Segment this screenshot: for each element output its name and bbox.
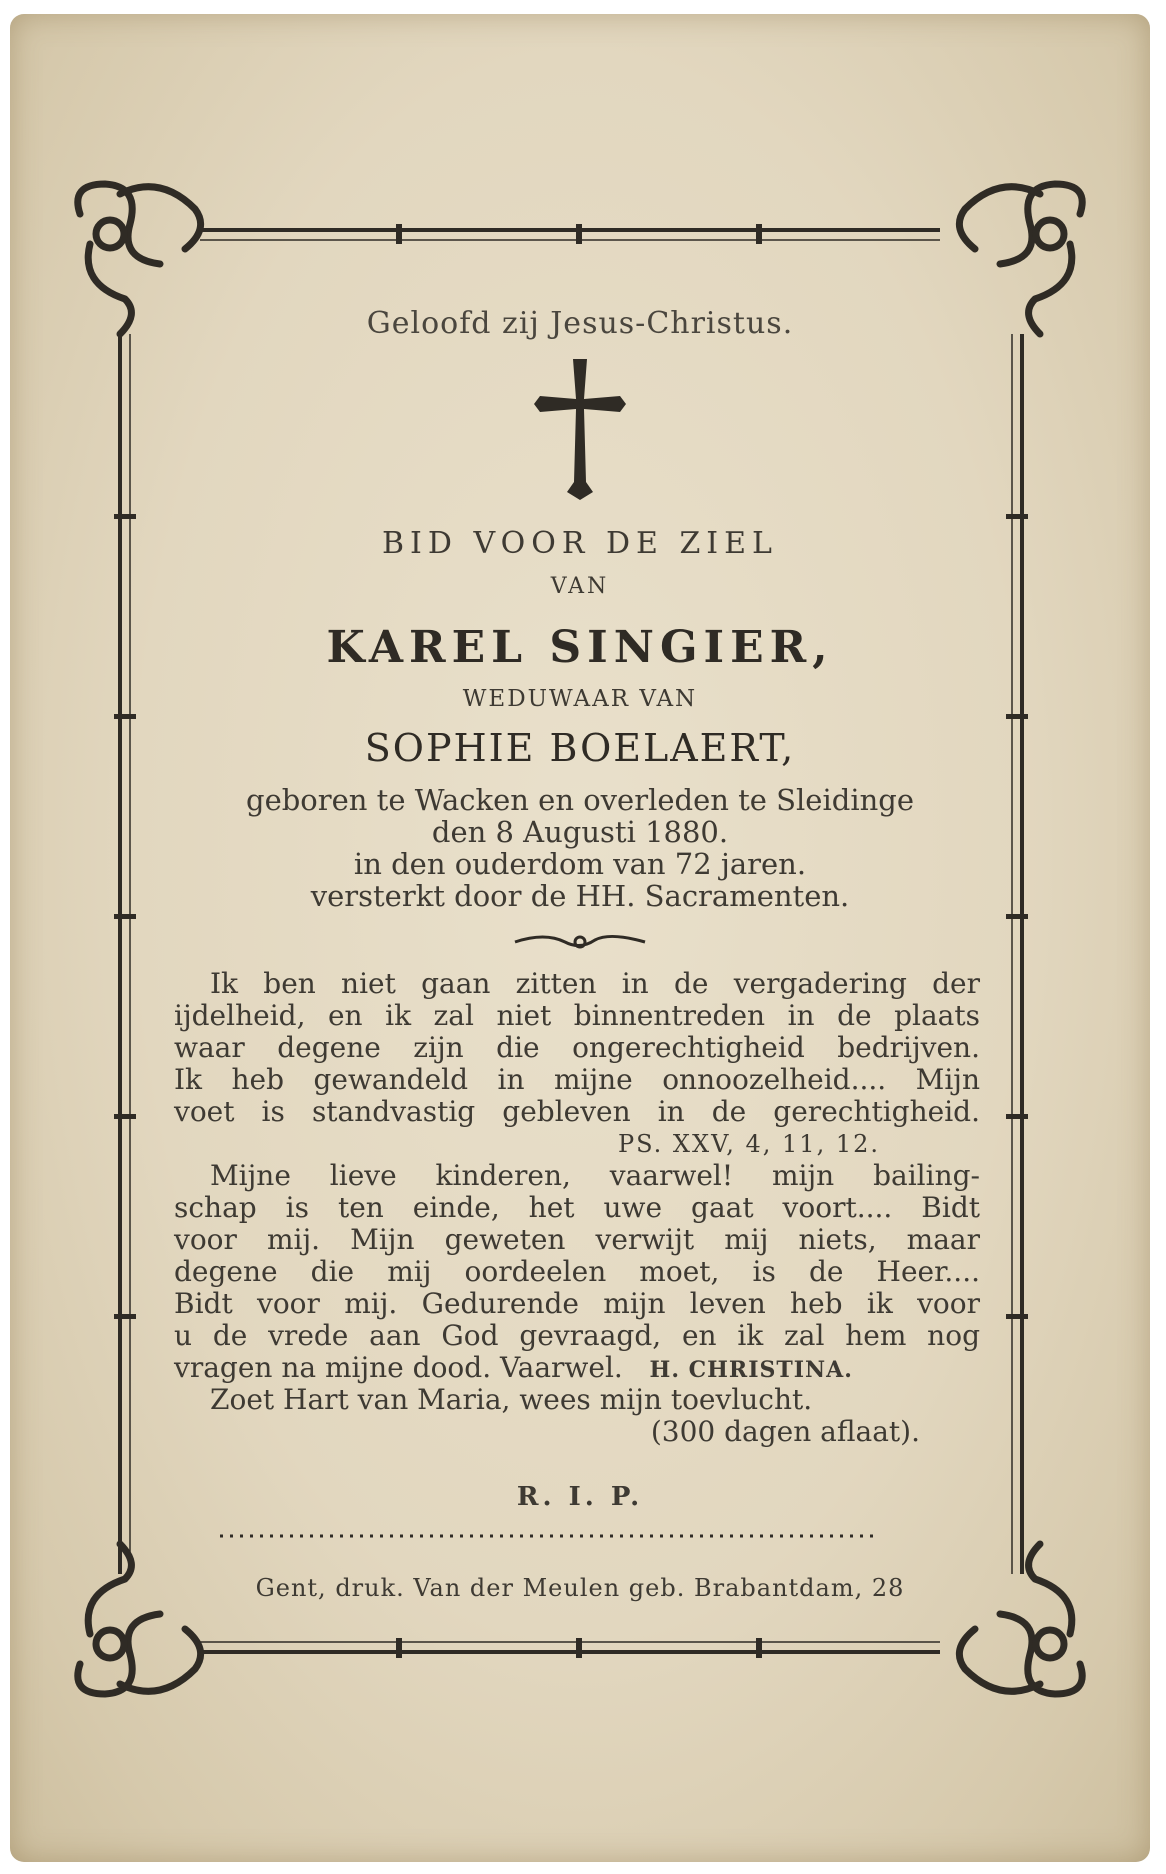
corner-ornament-bottom-left xyxy=(78,1544,201,1694)
flourish-divider xyxy=(515,936,645,947)
printer-credit: Gent, druk. Van der Meulen geb. Brabantdam, 28 xyxy=(255,1574,905,1602)
header-blessing: Geloofd zij Jesus-Christus. xyxy=(366,306,794,341)
farewell-line: Bidt voor mij. Gedurende mijn leven heb ik voor xyxy=(174,1287,980,1320)
indulgence-note: (300 dagen aflaat). xyxy=(650,1415,920,1448)
deceased-name: KAREL SINGIER, xyxy=(326,622,834,673)
verse-line: Ik heb gewandeld in mijne onnoozelheid.... Mijn xyxy=(174,1063,980,1096)
relation-label: WEDUWAAR VAN xyxy=(462,686,698,712)
memorial-card xyxy=(10,14,1150,1862)
farewell-line: Mijne lieve kinderen, vaarwel! mijn bailing- xyxy=(210,1159,980,1192)
verse-line: ijdelheid, en ik zal niet binnentreden in de plaats xyxy=(174,999,980,1032)
of-label: VAN xyxy=(550,574,610,599)
bio-line: in den ouderdom van 72 jaren. xyxy=(353,847,807,881)
farewell-line: u de vrede aan God gevraagd, en ik zal hem nog xyxy=(174,1319,980,1352)
biography xyxy=(10,784,1150,912)
farewell-last-line xyxy=(174,1352,980,1384)
bio-line: versterkt door de HH. Sacramenten. xyxy=(310,879,850,913)
bio-line: den 8 Augusti 1880. xyxy=(431,815,729,849)
farewell-line: voor mij. Mijn geweten verwijt mij niets, maar xyxy=(174,1223,980,1256)
verse-block xyxy=(174,968,980,1448)
bio-line: geboren te Wacken en overleden te Sleidinge xyxy=(246,783,914,817)
farewell-signature: H. CHRISTINA. xyxy=(649,1357,853,1383)
farewell-last-text: vragen na mijne dood. Vaarwel. xyxy=(174,1351,623,1384)
rip-text: R. I. P. xyxy=(516,1482,644,1512)
verse-line: waar degene zijn die ongerechtigheid bedrijven. xyxy=(174,1031,980,1064)
closing-prayer: Zoet Hart van Maria, wees mijn toevlucht. xyxy=(210,1383,813,1416)
prayer-request: BID VOOR DE ZIEL xyxy=(382,526,778,561)
cross-icon xyxy=(534,359,626,500)
psalm-reference: PS. XXV, 4, 11, 12. xyxy=(617,1130,880,1158)
farewell-line: schap is ten einde, het uwe gaat voort.... Bidt xyxy=(174,1191,980,1224)
verse-line: Ik ben niet gaan zitten in de vergadering der xyxy=(210,967,980,1000)
spouse-name: SOPHIE BOELAERT, xyxy=(364,726,796,770)
farewell-line: degene die mij oordeelen moet, is de Heer.... xyxy=(174,1255,980,1288)
verse-line: voet is standvastig gebleven in de gerechtigheid. xyxy=(174,1095,980,1128)
